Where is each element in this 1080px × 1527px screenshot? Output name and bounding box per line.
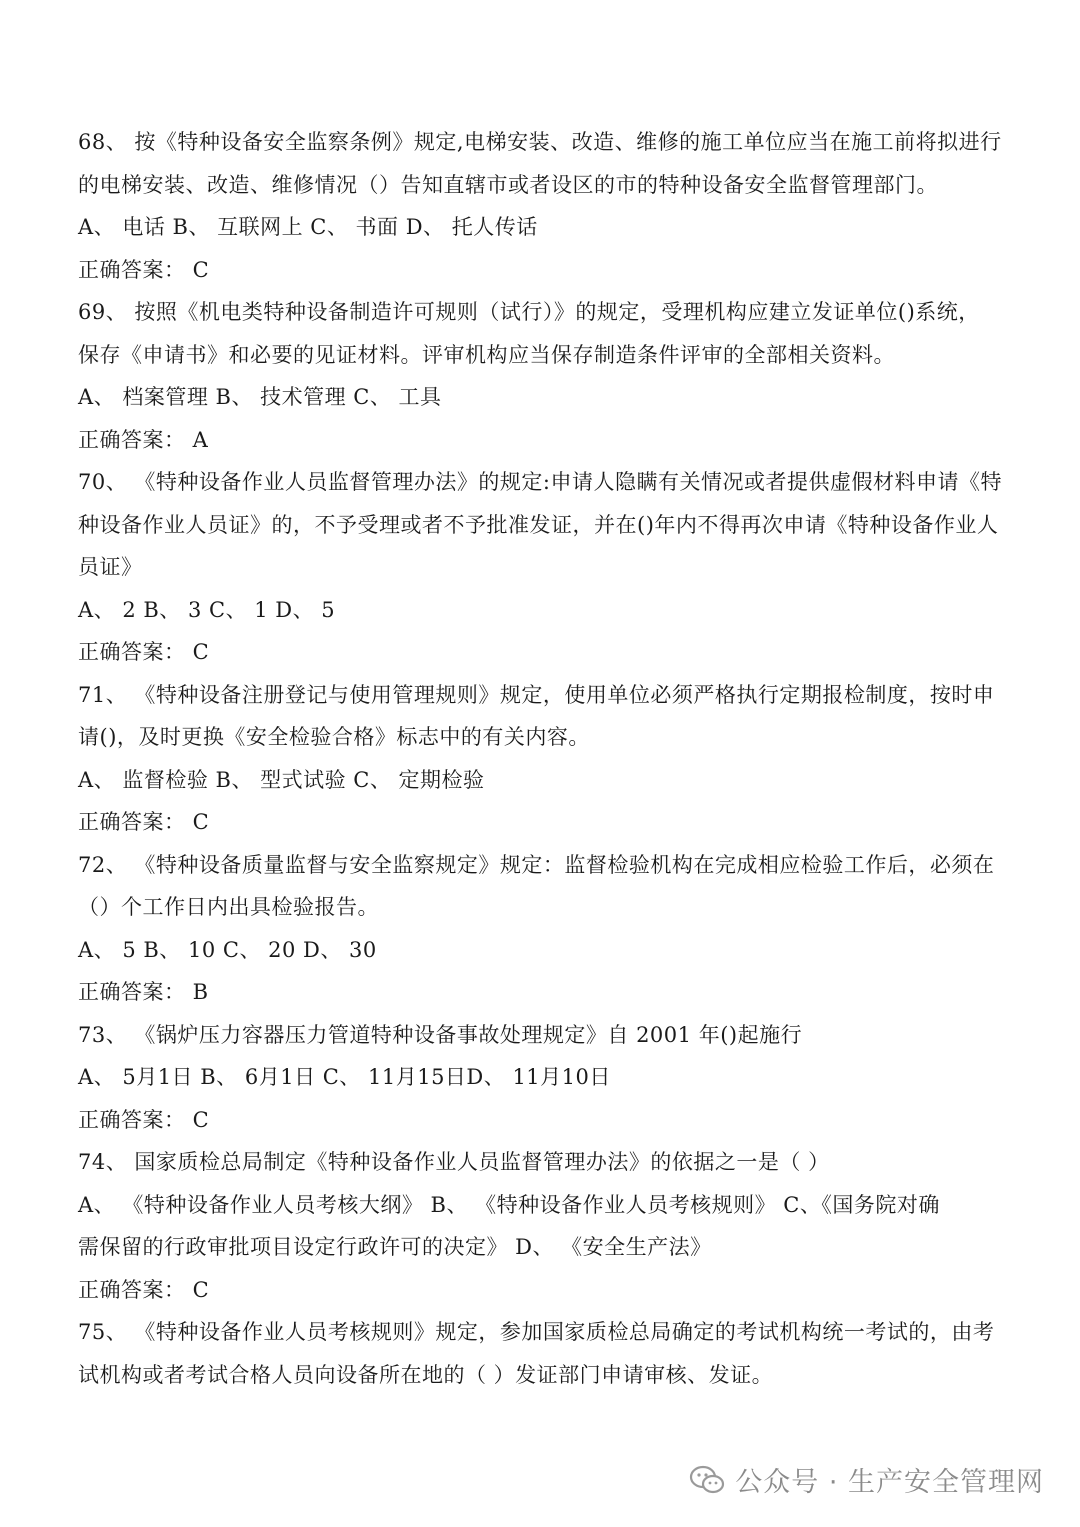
question-68-line-2: 的电梯安装、改造、维修情况（）告知直辖市或者设区的市的特种设备安全监督管理部门。 — [78, 172, 938, 197]
question-71-line-2: 请()，及时更换《安全检验合格》标志中的有关内容。 — [78, 725, 590, 749]
question-71-answer: 正确答案： C — [78, 810, 210, 834]
question-69-answer: 正确答案： A — [78, 427, 209, 452]
question-70-line-3: 员证》 — [78, 555, 143, 579]
question-75-line-1: 75、 《特种设备作业人员考核规则》规定，参加国家质检总局确定的考试机构统一考试的，由考 — [78, 1320, 995, 1344]
question-74-answer: 正确答案： C — [78, 1277, 210, 1302]
question-69-options: A、 档案管理 B、 技术管理 C、 工具 — [78, 385, 442, 409]
question-75-line-2: 试机构或者考试合格人员向设备所在地的（ ）发证部门申请审核、发证。 — [78, 1362, 774, 1387]
question-74-options-line-1: A、 《特种设备作业人员考核大纲》 B、 《特种设备作业人员考核规则》 C、《国务院对确 — [78, 1192, 940, 1217]
question-73-options: A、 5月1日 B、 6月1日 C、 11月15日D、 11月10日 — [78, 1065, 611, 1089]
question-72-answer: 正确答案： B — [78, 980, 209, 1004]
question-74-options-line-2: 需保留的行政审批项目设定行政许可的决定》 D、 《安全生产法》 — [78, 1235, 712, 1259]
wechat-icon — [689, 1465, 725, 1495]
question-73-answer: 正确答案： C — [78, 1107, 210, 1132]
question-70-line-2: 种设备作业人员证》的，不予受理或者不予批准发证，并在()年内不得再次申请《特种设备作业人 — [78, 512, 999, 537]
question-72-line-2: （）个工作日内出具检验报告。 — [78, 895, 379, 919]
question-68-options: A、 电话 B、 互联网上 C、 书面 D、 托人传话 — [78, 215, 538, 239]
question-70-options: A、 2 B、 3 C、 1 D、 5 — [78, 597, 336, 622]
question-68-line-1: 68、 按《特种设备安全监察条例》规定,电梯安装、改造、维修的施工单位应当在施工前将拟进行 — [78, 130, 1002, 154]
question-70-line-1: 70、 《特种设备作业人员监督管理办法》的规定:申请人隐瞒有关情况或者提供虚假材料申请《特 — [78, 470, 1002, 494]
question-72-options: A、 5 B、 10 C、 20 D、 30 — [78, 937, 377, 962]
question-71-line-1: 71、 《特种设备注册登记与使用管理规则》规定，使用单位必须严格执行定期报检制度，按时申 — [78, 682, 995, 707]
question-71-options: A、 监督检验 B、 型式试验 C、 定期检验 — [78, 767, 485, 792]
question-74-line-1: 74、 国家质检总局制定《特种设备作业人员监督管理办法》的依据之一是（ ） — [78, 1150, 830, 1174]
watermark-text: 公众号 · 生产安全管理网 — [735, 1467, 1044, 1498]
exam-question-list — [78, 121, 1008, 1396]
watermark — [689, 1460, 1044, 1499]
question-69-line-1: 69、 按照《机电类特种设备制造许可规则（试行）》的规定，受理机构应建立发证单位()系统， — [78, 300, 980, 324]
question-68-answer: 正确答案： C — [78, 257, 210, 282]
question-69-line-2: 保存《申请书》和必要的见证材料。评审机构应当保存制造条件评审的全部相关资料。 — [78, 342, 895, 367]
question-72-line-1: 72、 《特种设备质量监督与安全监察规定》规定：监督检验机构在完成相应检验工作后，必须在 — [78, 852, 995, 877]
question-70-answer: 正确答案： C — [78, 640, 210, 664]
question-73-line-1: 73、 《锅炉压力容器压力管道特种设备事故处理规定》自 2001 年()起施行 — [78, 1022, 803, 1047]
